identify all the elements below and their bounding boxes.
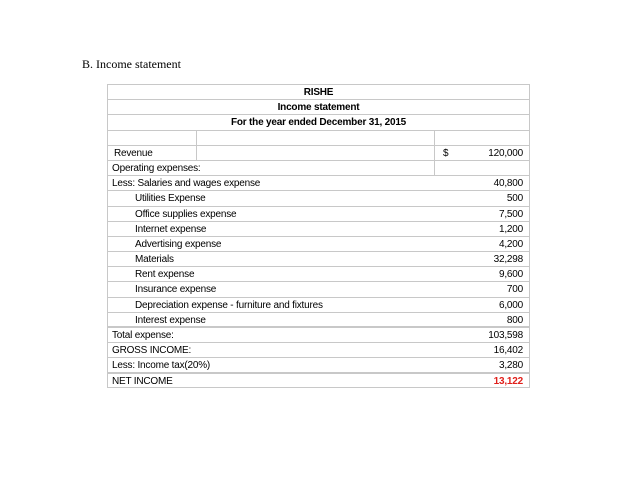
expense-amount: 6,000: [498, 299, 523, 311]
expense-row: [107, 190, 530, 205]
expense-label: Advertising expense: [135, 238, 222, 250]
expense-label: Utilities Expense: [135, 193, 206, 205]
total-label: Total expense:: [112, 330, 174, 341]
expense-amount: 1,200: [498, 223, 523, 235]
expense-amount: 40,800: [493, 178, 523, 190]
total-row: [107, 327, 530, 342]
operating-expenses-row: [107, 160, 530, 175]
expense-row: [107, 266, 530, 281]
currency-symbol: $: [443, 147, 449, 159]
total-label: GROSS INCOME:: [112, 345, 192, 357]
company-name-row: [107, 84, 530, 99]
expense-label: Internet expense: [135, 223, 207, 235]
company-name: RISHE: [303, 87, 334, 98]
revenue-label: Revenue: [114, 147, 153, 159]
total-amount: 3,280: [498, 360, 523, 372]
expense-row: [107, 251, 530, 266]
statement-title-row: [107, 99, 530, 114]
statement-period: For the year ended December 31, 2015: [230, 117, 407, 129]
expense-row: [107, 175, 530, 190]
statement-title: Income statement: [277, 102, 360, 114]
expense-amount: 32,298: [493, 254, 523, 266]
income-statement-table: [107, 84, 530, 388]
expense-label: Insurance expense: [135, 284, 217, 296]
expense-row: [107, 297, 530, 312]
blank-row: [107, 130, 530, 145]
expense-label: Office supplies expense: [135, 208, 237, 220]
total-amount: 16,402: [493, 345, 523, 357]
expense-label: Less: Salaries and wages expense: [112, 178, 261, 190]
period-row: [107, 114, 530, 129]
total-row: [107, 357, 530, 372]
section-title: B. Income statement: [82, 57, 181, 71]
expense-row: [107, 236, 530, 251]
expense-label: Interest expense: [135, 314, 206, 326]
net-income-row: [107, 373, 530, 388]
expense-amount: 4,200: [498, 238, 523, 250]
operating-expenses-label: Operating expenses:: [112, 162, 201, 174]
total-amount: 103,598: [488, 330, 523, 341]
total-label: Less: Income tax(20%): [112, 360, 211, 372]
expense-row: [107, 206, 530, 221]
expense-row: [107, 281, 530, 296]
expense-amount: 7,500: [498, 208, 523, 220]
net-income-label: NET INCOME: [112, 375, 173, 387]
expense-label: Depreciation expense - furniture and fixtures: [135, 299, 323, 311]
revenue-row: [107, 145, 530, 160]
expense-label: Rent expense: [135, 269, 195, 281]
total-row: [107, 342, 530, 357]
expense-label: Materials: [135, 254, 174, 266]
expense-amount: 500: [506, 193, 523, 205]
expense-amount: 800: [506, 314, 523, 326]
expense-amount: 9,600: [498, 269, 523, 281]
revenue-amount: 120,000: [488, 147, 523, 159]
net-income-amount: 13,122: [493, 375, 523, 387]
expense-row: [107, 312, 530, 327]
expense-amount: 700: [506, 284, 523, 296]
expense-row: [107, 221, 530, 236]
